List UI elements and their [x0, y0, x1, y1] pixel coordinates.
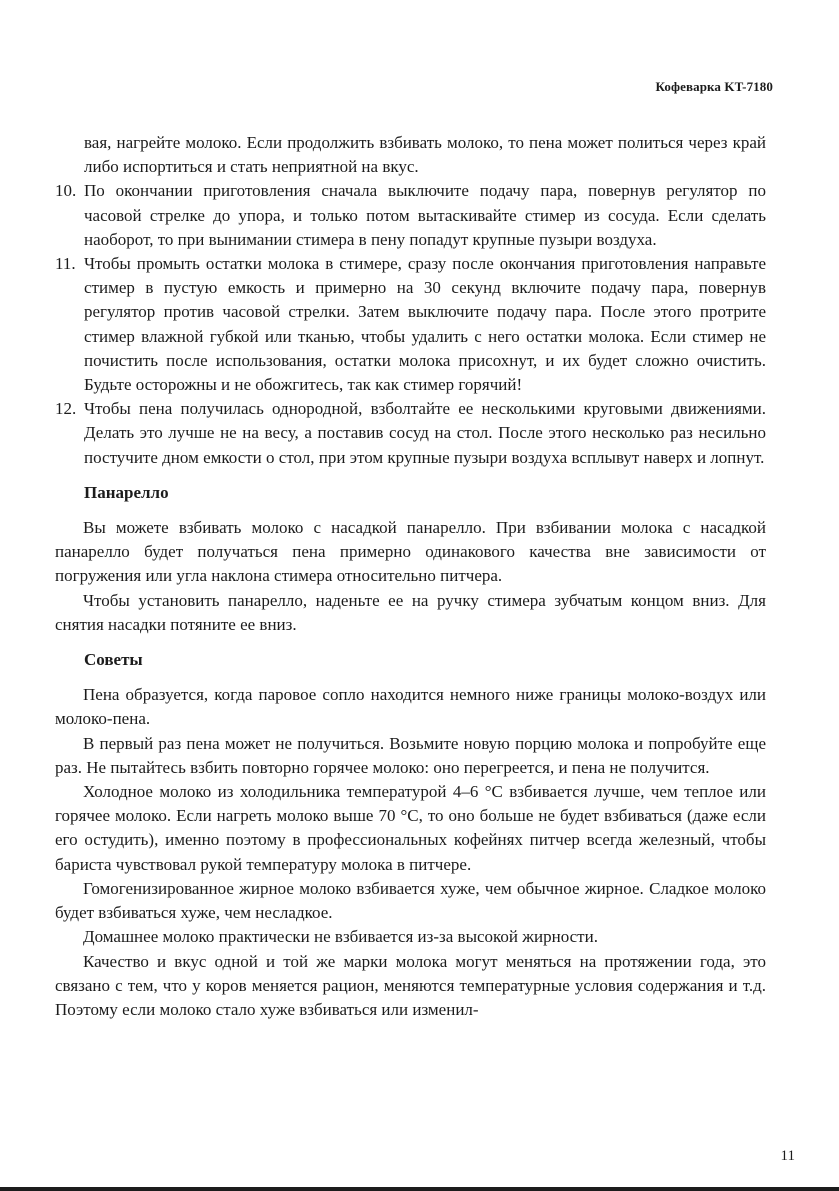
paragraph: Пена образуется, когда паровое сопло находится немного ниже границы молоко-воздух или молоко-пена. — [55, 685, 766, 729]
page-number: 11 — [780, 1148, 795, 1164]
step-text: Чтобы пена получилась однородной, взболтайте ее несколькими круговыми движениями. Делать это лучше не на весу, а поставив сосуд на стол. После этого несколько раз несильно постучите дном емкости о стол, при этом крупные пузыри воздуха всплывут наверх и лопнут. — [84, 399, 766, 467]
paragraph: В первый раз пена может не получиться. Возьмите новую порцию молока и попробуйте еще раз. Не пытайтесь взбить повторно горячее молоко: оно перегреется, и пена не получится. — [55, 733, 766, 777]
paragraph: Вы можете взбивать молоко с насадкой панарелло. При взбивании молока с насадкой панарелло будет получаться пена примерно одинакового качества вне зависимости от погружения или угла наклона стимера относительно питчера. — [55, 518, 766, 586]
paragraph: Чтобы установить панарелло, наденьте ее на ручку стимера зубчатым концом вниз. Для снятия насадки потяните ее вниз. — [55, 590, 766, 634]
bottom-rule — [0, 1187, 839, 1191]
list-item — [55, 179, 766, 252]
continued-step-text: вая, нагрейте молоко. Если продолжить взбивать молоко, то пена может политься через край либо испортиться и стать неприятной на вкус. — [84, 133, 766, 177]
list-item — [55, 397, 766, 470]
running-header: Кофеварка KT-7180 — [655, 79, 773, 94]
section-heading-tips: Советы — [84, 650, 143, 670]
paragraph: Домашнее молоко практически не взбивается из-за высокой жирности. — [83, 927, 598, 947]
step-number: 10. — [55, 181, 77, 201]
paragraph: Гомогенизированное жирное молоко взбивается хуже, чем обычное жирное. Сладкое молоко будет взбиваться хуже, чем несладкое. — [55, 878, 766, 923]
section-heading-panarello: Панарелло — [84, 482, 169, 502]
step-text: Чтобы промыть остатки молока в стимере, сразу после окончания приготовления направьте стимер в пустую емкость и примерно на 30 секунд включите подачу пара, повернув регулятор против часовой стрелки. Затем выключите подачу пара. После этого протрите стимер влажной губкой или тканью, чтобы удалить с него остатки молока. Если стимер не почистить после использования, остатки молока присохнут, и их будет сложно очистить. Будьте осторожны и не обожгитесь, так как стимер горячий! — [84, 254, 766, 395]
step-number: 12. — [55, 399, 77, 419]
paragraph: Холодное молоко из холодильника температурой 4–6 °С взбивается лучше, чем теплое или горячее молоко. Если нагреть молоко выше 70 °С, то оно больше не будет взбиваться (даже если его остудить), именно поэтому в профессиональных кофейнях питчер всегда железный, чтобы бариста чувствовал рукой температуру молока в питчере. — [55, 782, 766, 874]
step-text: По окончании приготовления сначала выключите подачу пара, повернув регулятор по часовой стрелке до упора, и только потом вытаскивайте стимер из сосуда. Если сделать наоборот, то при вынимании стимера в пену попадут крупные пузыри воздуха. — [84, 181, 766, 249]
step-number: 11. — [55, 254, 76, 274]
page-body — [55, 131, 766, 1022]
list-item — [55, 252, 766, 397]
paragraph: Качество и вкус одной и той же марки молока могут меняться на протяжении года, это связано с тем, что у коров меняется рацион, меняются температурные условия содержания и т.д. Поэтому если молоко стало хуже взбиваться или изменил- — [55, 951, 766, 1019]
